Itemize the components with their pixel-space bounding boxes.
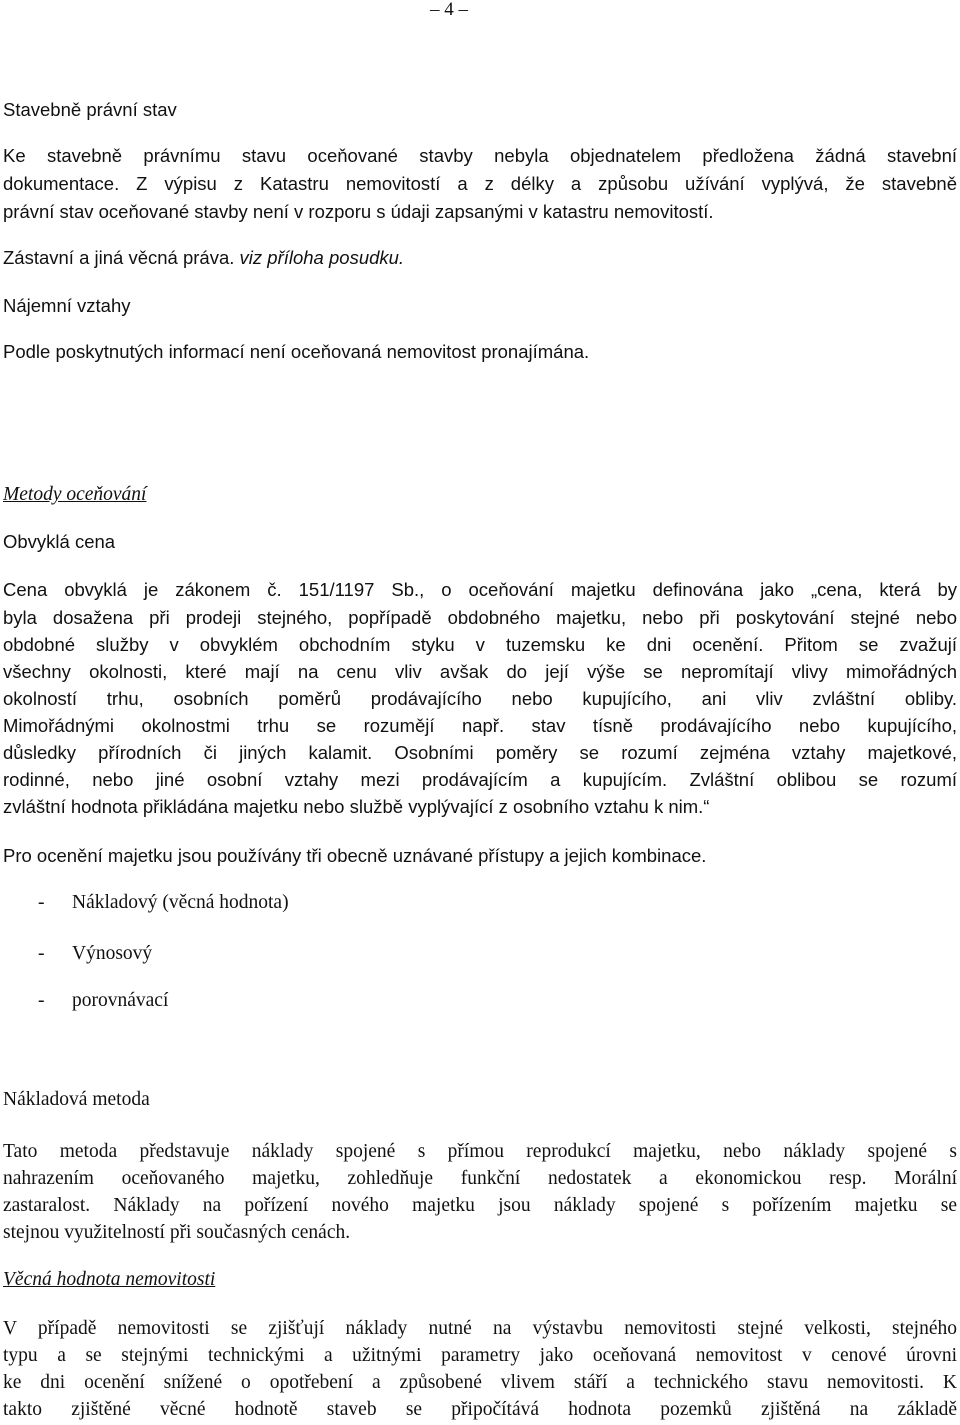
liens-label: Zástavní a jiná věcná práva. [3, 247, 235, 268]
section-heading-cost-method: Nákladová metoda [3, 1089, 150, 1110]
paragraph-line: Tato metoda představuje náklady spojené s přímou reprodukcí majetku, nebo náklady spojené s [3, 1141, 957, 1162]
section-heading-material-value: Věcná hodnota nemovitosti [3, 1269, 216, 1290]
paragraph-line: byla dosažena při prodeji stejného, popřípadě obdobného majetku, nebo při poskytování stejné nebo [3, 607, 957, 628]
paragraph-line: stejnou využitelností při současných cenách. [3, 1222, 351, 1243]
paragraph-line: takto zjištěné věcné hodnotě staveb se připočítává hodnota pozemků zjištěná na základě [3, 1399, 957, 1420]
paragraph-line: zastaralost. Náklady na pořízení nového majetku jsou náklady spojené s pořízením majetku se [3, 1195, 957, 1216]
paragraph-line: důsledky přírodních či jiných kalamit. Osobními poměry se rozumí zejména vztahy majetkové, [3, 742, 957, 763]
list-item-label: porovnávací [72, 990, 169, 1011]
paragraph-line: ke dni ocenění snížené o opotřebení a způsobené vlivem stáří a technického stavu nemovitosti. K [3, 1372, 957, 1393]
list-item [38, 940, 152, 967]
paragraph-line: obdobné služby v obvyklém obchodním styku v tuzemsku ke dni ocenění. Přitom se zvažují [3, 634, 957, 655]
liens-reference: viz příloha posudku. [239, 247, 405, 268]
list-dash: - [38, 943, 45, 964]
paragraph-line: Mimořádnými okolnostmi trhu se rozumějí např. stav tísně prodávajícího nebo kupujícího, [3, 715, 957, 736]
section-heading-lease: Nájemní vztahy [3, 295, 131, 316]
paragraph-line: typu a se stejnými technickými a užitnými parametry jako oceňovaná nemovitost v cenové úrovni [3, 1345, 957, 1366]
paragraph-line: zvláštní hodnota přikládána majetku nebo službě vyplývající z osobního vztahu k nim.“ [3, 796, 710, 817]
section-heading-legal-status: Stavebně právní stav [3, 99, 177, 120]
list-dash: - [38, 892, 45, 913]
paragraph-line: Cena obvyklá je zákonem č. 151/1197 Sb., o oceňování majetku definována jako „cena, která by [3, 579, 957, 600]
list-item [38, 889, 289, 916]
paragraph-line: všechny okolnosti, které mají na cenu vliv avšak do její výše se nepromítají vlivy mimořádných [3, 661, 957, 682]
liens-line [3, 244, 404, 271]
page-number: – 4 – [430, 0, 468, 20]
lease-text: Podle poskytnutých informací není oceňovaná nemovitost pronajímána. [3, 341, 590, 362]
paragraph-line: rodinné, nebo jiné osobní vztahy mezi prodávajícím a kupujícím. Zvláštní oblibou se rozumí [3, 769, 957, 790]
list-item-label: Nákladový (věcná hodnota) [72, 892, 289, 913]
paragraph-line: právní stav oceňované stavby není v rozporu s údaji zapsanými v katastru nemovitostí. [3, 201, 714, 222]
list-dash: - [38, 990, 45, 1011]
approaches-intro: Pro ocenění majetku jsou používány tři obecně uznávané přístupy a jejich kombinace. [3, 845, 707, 866]
paragraph-line: dokumentace. Z výpisu z Katastru nemovitostí a z délky a způsobu užívání vyplývá, že stavebně [3, 173, 957, 194]
paragraph-line: nahrazením oceňovaného majetku, zohledňuje funkční nedostatek a ekonomickou resp. Morální [3, 1168, 957, 1189]
subheading-usual-price: Obvyklá cena [3, 531, 116, 552]
paragraph-line: Ke stavebně právnímu stavu oceňované stavby nebyla objednatelem předložena žádná stavební [3, 145, 957, 166]
list-item [38, 987, 168, 1014]
list-item-label: Výnosový [72, 943, 153, 964]
paragraph-line: V případě nemovitosti se zjišťují náklady nutné na výstavbu nemovitosti stejné velkosti, stejného [3, 1318, 957, 1339]
paragraph-line: okolností trhu, osobních poměrů prodávajícího nebo kupujícího, ani vliv zvláštní obliby. [3, 688, 957, 709]
section-heading-valuation-methods: Metody oceňování [3, 484, 147, 505]
